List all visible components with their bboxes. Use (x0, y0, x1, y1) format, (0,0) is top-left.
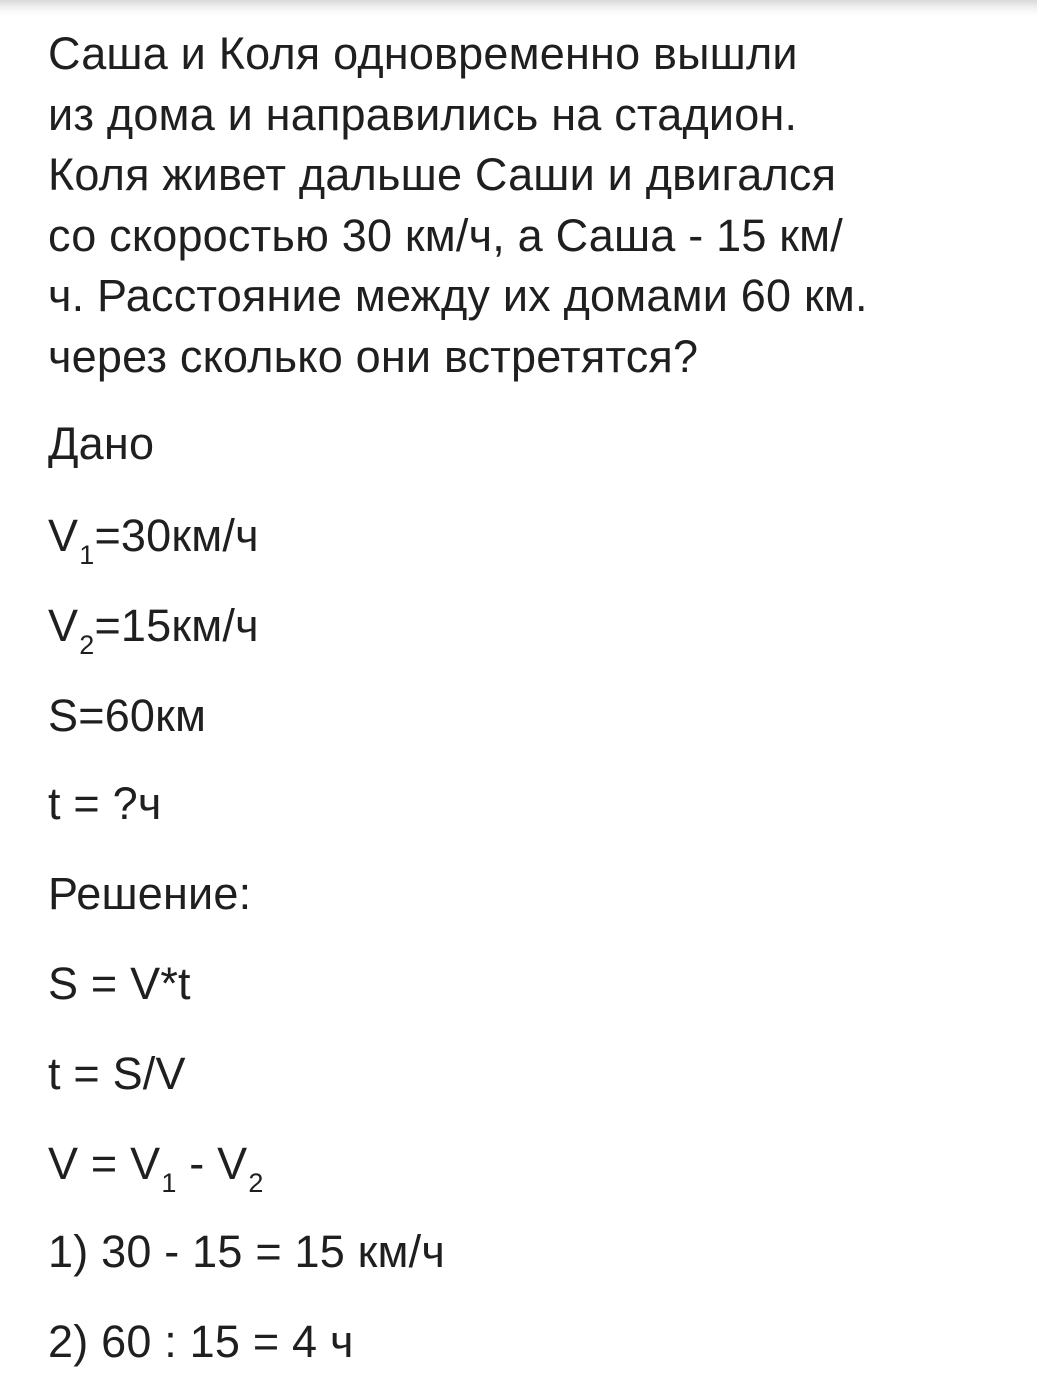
v2-value: =15км/ч (94, 600, 259, 651)
formula-v-right: - V (176, 1138, 248, 1189)
given-distance: S=60км (48, 690, 207, 741)
formula-v-sub2: 2 (248, 1168, 264, 1198)
formula-v (48, 1138, 264, 1196)
problem-line: из дома и направились на стадион. (48, 88, 798, 140)
formula-t: t = S/V (48, 1048, 186, 1099)
solution-heading: Решение: (48, 868, 252, 919)
problem-text (48, 24, 1023, 387)
problem-line: через сколько они встретятся? (48, 330, 699, 382)
given-v2 (48, 600, 259, 658)
given-v1 (48, 510, 259, 568)
formula-v-sub1: 1 (161, 1168, 177, 1198)
problem-line: Саша и Коля одновременно вышли (48, 28, 798, 79)
step-1: 1) 30 - 15 = 15 км/ч (48, 1226, 446, 1277)
v1-value: =30км/ч (94, 510, 259, 561)
problem-line: Коля живет дальше Саши и двигался (48, 149, 837, 200)
step-2: 2) 60 : 15 = 4 ч (48, 1316, 354, 1367)
v2-symbol: V (48, 600, 79, 651)
given-heading: Дано (48, 418, 155, 469)
problem-line: со скоростью 30 км/ч, а Саша - 15 км/ (48, 209, 844, 261)
top-shadow (0, 0, 1037, 16)
v2-subscript: 2 (79, 630, 95, 660)
formula-v-left: V = V (48, 1138, 161, 1189)
v1-subscript: 1 (79, 540, 95, 570)
problem-line: ч. Расстояние между их домами 60 км. (48, 270, 868, 321)
formula-s: S = V*t (48, 958, 191, 1009)
v1-symbol: V (48, 510, 79, 561)
given-time: t = ?ч (48, 778, 162, 829)
